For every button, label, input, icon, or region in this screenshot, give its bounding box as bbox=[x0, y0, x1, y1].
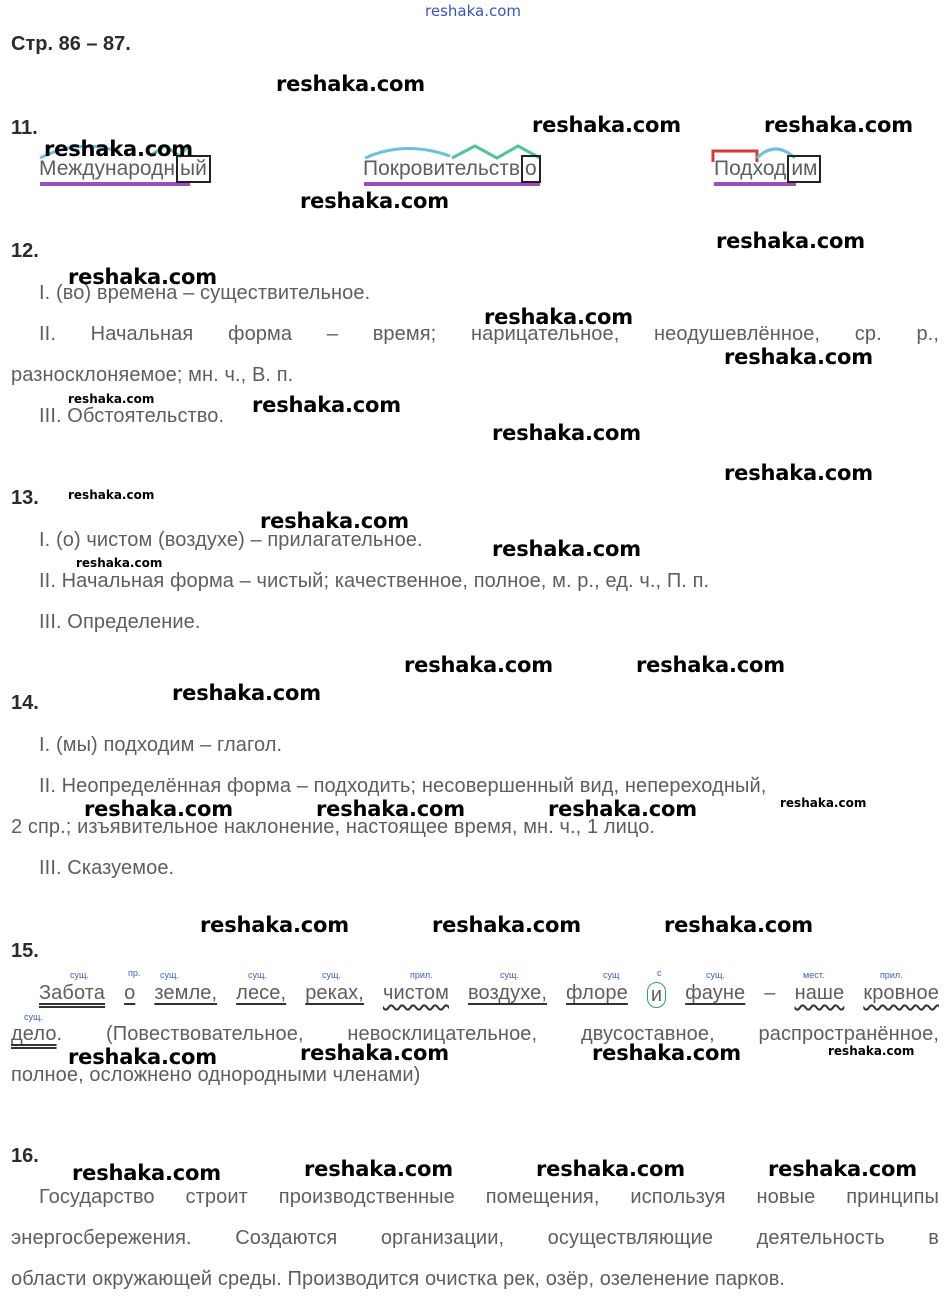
word-3-ending: им bbox=[787, 155, 821, 183]
pos-tag: прил. bbox=[410, 970, 433, 980]
watermark: reshaka.com bbox=[200, 913, 349, 937]
pos-tag: сущ. bbox=[24, 1012, 43, 1022]
watermark: reshaka.com bbox=[260, 509, 409, 533]
exercise-12-number: 12. bbox=[11, 240, 39, 262]
ex15-line-2 bbox=[11, 1023, 939, 1046]
ex14-line-1: I. (мы) подходим – глагол. bbox=[39, 734, 283, 756]
sentence-word: реках, bbox=[305, 982, 364, 1004]
pos-tag: прил. bbox=[880, 970, 903, 980]
ex14-line-3: 2 спр.; изъявительное наклонение, настоящее время, мн. ч., 1 лицо. bbox=[11, 816, 656, 838]
ex13-line-2: II. Начальная форма – чистый; качественное, полное, м. р., ед. ч., П. п. bbox=[39, 570, 710, 592]
sentence-word: флоре bbox=[566, 982, 628, 1004]
watermark: reshaka.com bbox=[484, 305, 633, 329]
ex12-line-2: II. Начальная форма – время; нарицательное, неодушевлённое, ср. р., bbox=[39, 323, 939, 345]
exercise-14-number: 14. bbox=[11, 692, 39, 714]
watermark: reshaka.com bbox=[532, 113, 681, 137]
ex15-line-2-rest: . (Повествовательное, невосклицательное, двусоставное, распространённое, bbox=[56, 1023, 939, 1045]
watermark: reshaka.com bbox=[68, 1045, 217, 1069]
watermark: reshaka.com bbox=[300, 1041, 449, 1065]
ex16-line-1: Государство строит производственные помещения, используя новые принципы bbox=[39, 1186, 939, 1208]
word-2-ending: о bbox=[521, 155, 541, 183]
sentence-word: кровное bbox=[863, 982, 939, 1004]
watermark: reshaka.com bbox=[724, 461, 873, 485]
watermark: reshaka.com bbox=[592, 1041, 741, 1065]
watermark: reshaka.com bbox=[300, 189, 449, 213]
word-1-ending: ый bbox=[176, 155, 211, 183]
watermark: reshaka.com bbox=[764, 113, 913, 137]
pos-tag: сущ. bbox=[70, 970, 89, 980]
ex16-line-2: энергосбережения. Создаются организации, осуществляющие деятельность в bbox=[11, 1227, 939, 1249]
pos-tag: сущ bbox=[603, 970, 620, 980]
watermark: reshaka.com bbox=[548, 797, 697, 821]
ex13-line-3: III. Определение. bbox=[39, 611, 201, 633]
ex15-line-3: полное, осложнено однородными членами) bbox=[11, 1064, 421, 1086]
watermark-small: reshaka.com bbox=[68, 392, 155, 406]
sentence-word: лесе, bbox=[236, 982, 287, 1004]
top-watermark: reshaka.com bbox=[425, 2, 521, 20]
word-1-base: Международн bbox=[39, 157, 175, 180]
exercise-15-number: 15. bbox=[11, 940, 39, 962]
ex12-line-3: разносклоняемое; мн. ч., В. п. bbox=[11, 364, 294, 386]
morph-word-3 bbox=[714, 155, 821, 183]
watermark: reshaka.com bbox=[492, 421, 641, 445]
watermark: reshaka.com bbox=[492, 537, 641, 561]
pos-tag: мест. bbox=[803, 970, 825, 980]
watermark-small: reshaka.com bbox=[76, 556, 163, 570]
ex14-line-4: III. Сказуемое. bbox=[39, 857, 175, 879]
watermark: reshaka.com bbox=[724, 345, 873, 369]
watermark: reshaka.com bbox=[68, 265, 217, 289]
subject-word: Забота bbox=[39, 982, 106, 1004]
pos-tag: пр. bbox=[128, 968, 141, 978]
sentence-word: фауне bbox=[685, 982, 746, 1004]
pos-tag: сущ. bbox=[706, 970, 725, 980]
watermark: reshaka.com bbox=[536, 1157, 685, 1181]
dash: – bbox=[764, 982, 776, 1004]
watermark: reshaka.com bbox=[768, 1157, 917, 1181]
watermark: reshaka.com bbox=[276, 72, 425, 96]
watermark: reshaka.com bbox=[664, 913, 813, 937]
exercise-13-number: 13. bbox=[11, 487, 39, 509]
watermark: reshaka.com bbox=[636, 653, 785, 677]
ex12-line-1: I. (во) времена – существительное. bbox=[39, 282, 371, 304]
watermark: reshaka.com bbox=[172, 681, 321, 705]
sentence-word: чистом bbox=[382, 982, 449, 1004]
ex12-line-4: III. Обстоятельство. bbox=[39, 405, 225, 427]
watermark: reshaka.com bbox=[84, 797, 233, 821]
pos-tag: сущ. bbox=[500, 970, 519, 980]
conjunction-circle: и bbox=[647, 982, 666, 1008]
watermark-small: reshaka.com bbox=[780, 796, 867, 810]
exercise-16-number: 16. bbox=[11, 1145, 39, 1167]
word-2-base: Покровительств bbox=[363, 157, 521, 180]
page-header: Стр. 86 – 87. bbox=[11, 33, 131, 55]
sentence-word: воздухе, bbox=[468, 982, 547, 1004]
watermark: reshaka.com bbox=[72, 1161, 221, 1185]
pos-tag: сущ. bbox=[248, 970, 267, 980]
morph-word-2 bbox=[363, 155, 541, 183]
watermark: reshaka.com bbox=[252, 393, 401, 417]
word-3-base: Подход bbox=[714, 157, 787, 180]
watermark: reshaka.com bbox=[432, 913, 581, 937]
sentence-word: наше bbox=[794, 982, 845, 1004]
watermark: reshaka.com bbox=[716, 229, 865, 253]
watermark: reshaka.com bbox=[44, 137, 193, 161]
exercise-11-number: 11. bbox=[11, 117, 38, 139]
watermark: reshaka.com bbox=[304, 1157, 453, 1181]
sentence-word: о bbox=[124, 982, 136, 1004]
watermark: reshaka.com bbox=[316, 797, 465, 821]
sentence-word: земле, bbox=[154, 982, 218, 1004]
ex14-line-2: II. Неопределённая форма – подходить; несовершенный вид, непереходный, bbox=[39, 775, 767, 797]
ex16-line-3: области окружающей среды. Производится очистка рек, озёр, озеленение парков. bbox=[11, 1268, 786, 1290]
watermark-small: reshaka.com bbox=[828, 1044, 915, 1058]
watermark: reshaka.com bbox=[404, 653, 553, 677]
pos-tag: сущ. bbox=[322, 970, 341, 980]
pos-tag: с bbox=[657, 968, 662, 978]
predicate-word: дело bbox=[11, 1023, 57, 1045]
ex15-sentence-line-1 bbox=[39, 982, 939, 1008]
pos-tag: сущ. bbox=[160, 970, 179, 980]
ex13-line-1: I. (о) чистом (воздухе) – прилагательное. bbox=[39, 529, 423, 551]
watermark-small: reshaka.com bbox=[68, 488, 155, 502]
